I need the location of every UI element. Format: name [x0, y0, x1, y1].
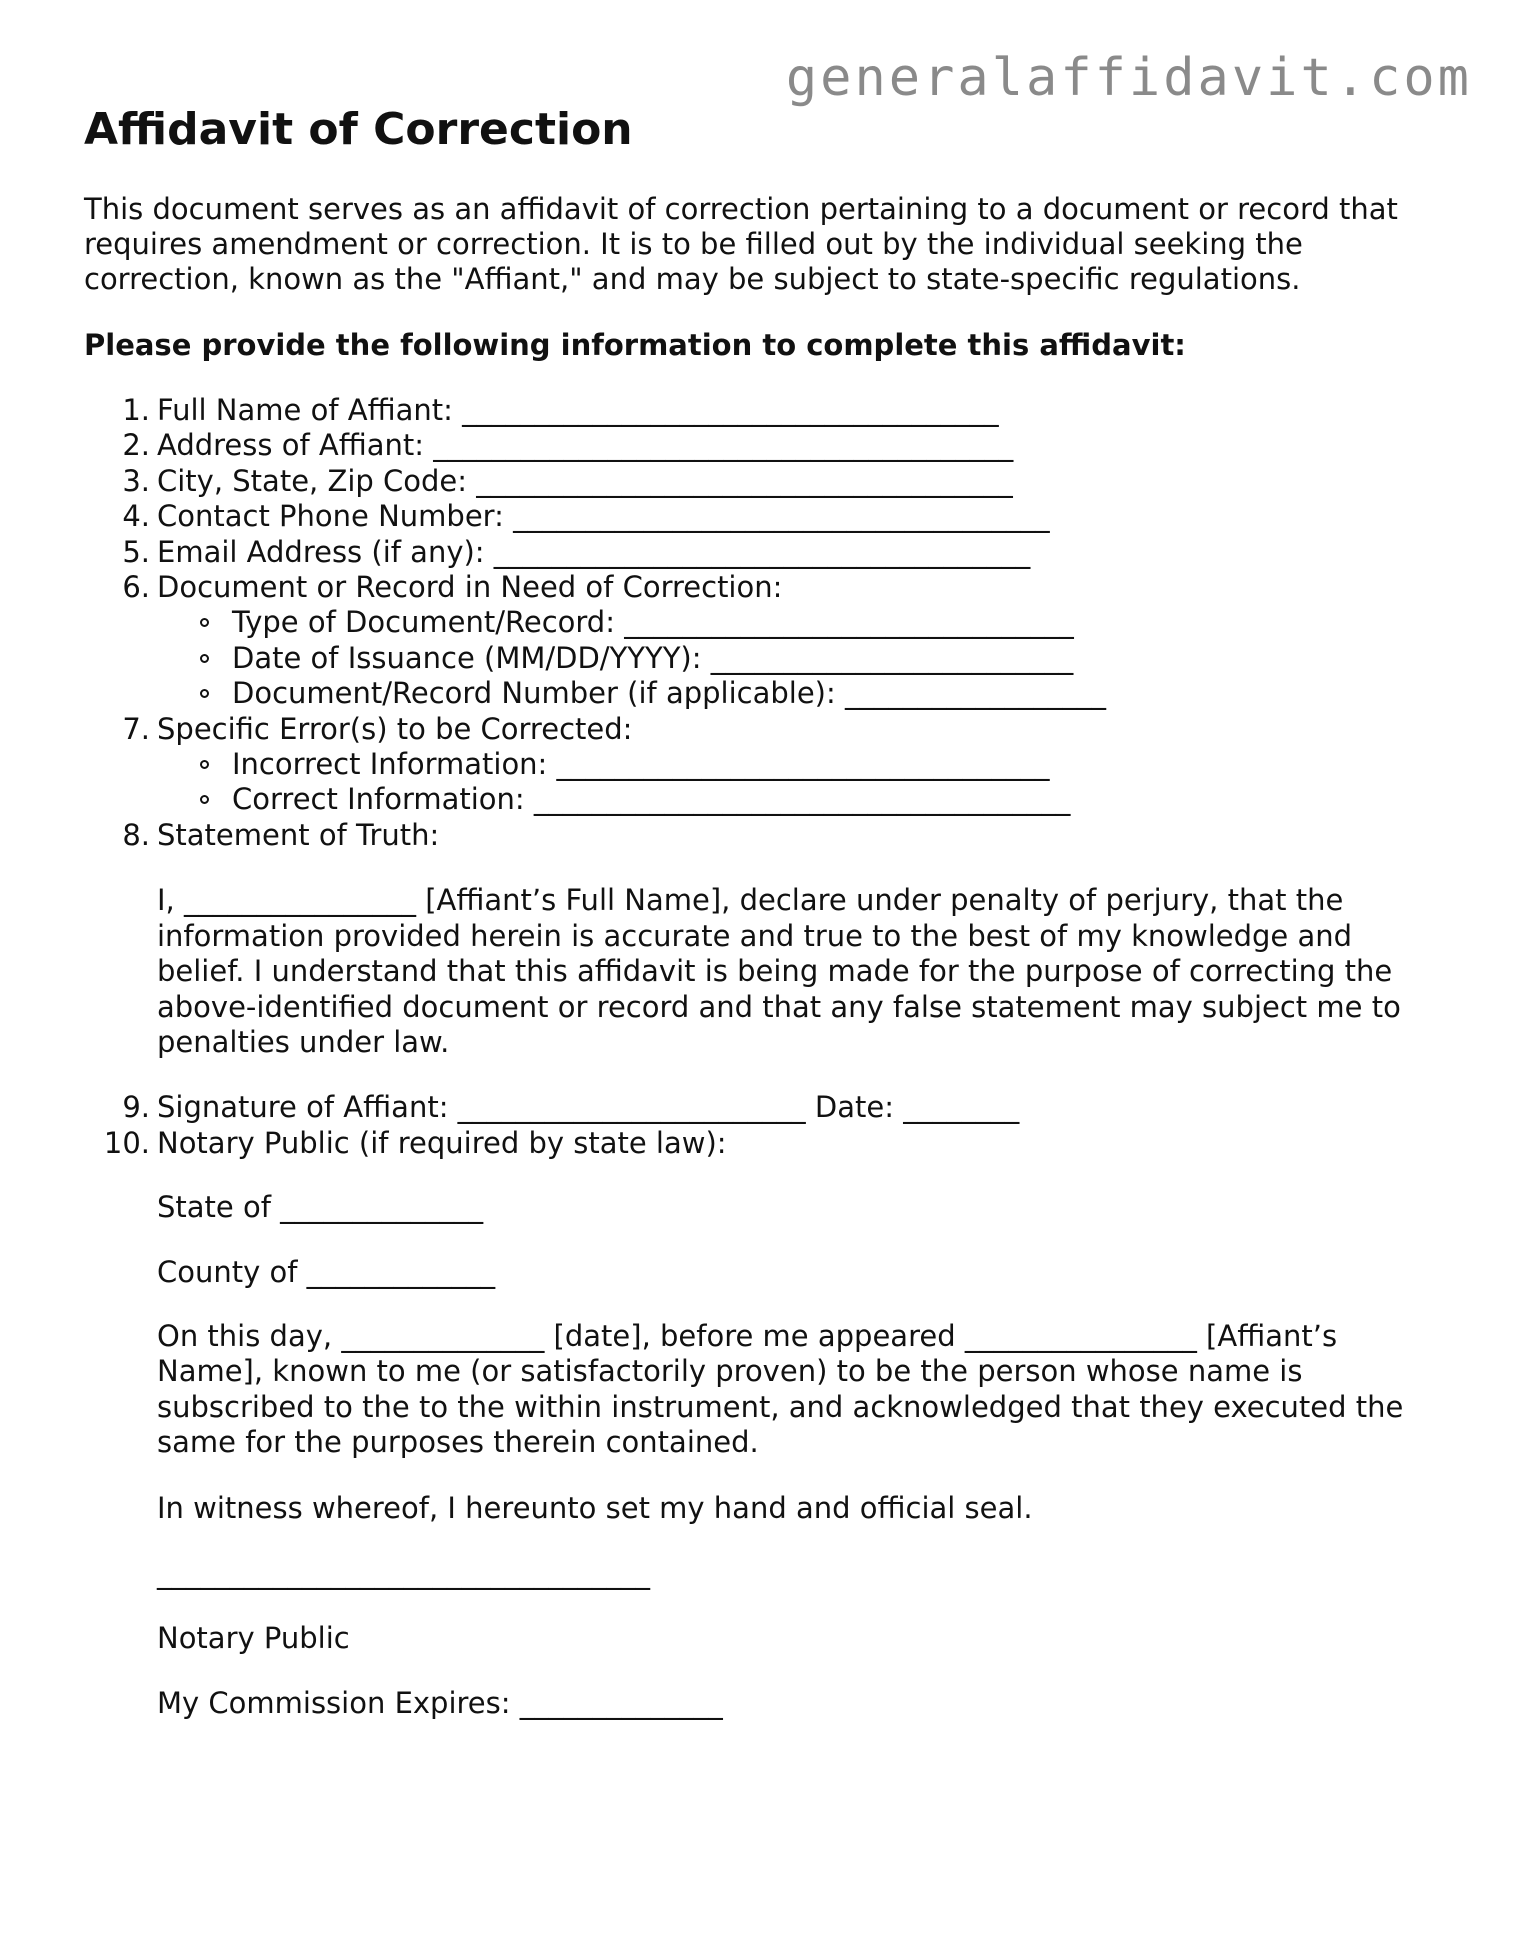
sub-item-incorrect-info: [84, 747, 1444, 782]
acknowledgment-paragraph: On this day, ______________ [date], before me appeared ________________ [Affiant’s Name], known to me (or satisfactorily proven) to be the person whose name is subscribed to the to the within instrument, and acknowledged that they executed the same for the purposes therein contained.: [157, 1318, 1404, 1460]
state-field[interactable]: State of ______________: [157, 1190, 484, 1225]
item-number: 9.: [122, 1090, 150, 1125]
commission-expires-field[interactable]: My Commission Expires: ______________: [157, 1685, 723, 1720]
correct-info-field[interactable]: Correct Information: _____________________________________: [232, 782, 1071, 817]
bullet-circle-icon: [200, 689, 209, 698]
item-number: 3.: [122, 463, 150, 498]
list-item-city-state-zip: [84, 464, 1444, 499]
item-number: 7.: [122, 711, 150, 746]
signature-date-field[interactable]: Signature of Affiant: ________________________ Date: ________: [157, 1090, 1020, 1125]
item-number: 2.: [122, 428, 150, 463]
address-field[interactable]: Address of Affiant: ________________________________________: [157, 428, 1014, 463]
city-state-zip-field[interactable]: City, State, Zip Code: _____________________________________: [157, 463, 1013, 498]
witness-statement: In witness whereof, I hereunto set my hand and official seal.: [157, 1490, 1033, 1525]
bullet-circle-icon: [200, 618, 209, 627]
sub-item-issuance-date: [84, 641, 1444, 676]
item-number: 5.: [122, 534, 150, 569]
list-item-signature: [84, 1090, 1444, 1125]
page-title: Affidavit of Correction: [84, 104, 633, 155]
issuance-date-field[interactable]: Date of Issuance (MM/DD/YYYY): _________________________: [232, 640, 1074, 675]
list-item-statement: [84, 818, 1444, 853]
full-name-field[interactable]: Full Name of Affiant: _____________________________________: [157, 393, 999, 427]
intro-paragraph: This document serves as an affidavit of correction pertaining to a document or record that requires amendment or correction. It is to be filled out by the individual seeking the correction, known as the "Affiant," and may be subject to state-specific regulations.: [84, 192, 1398, 296]
bullet-circle-icon: [200, 654, 209, 663]
notary-heading: Notary Public (if required by state law):: [157, 1125, 727, 1160]
item-number: 10.: [103, 1125, 150, 1160]
list-item-notary: [84, 1126, 1444, 1161]
affidavit-field-list: [84, 393, 1444, 1721]
incorrect-info-field[interactable]: Incorrect Information: __________________________________: [232, 747, 1050, 782]
phone-field[interactable]: Contact Phone Number: _____________________________________: [157, 499, 1050, 534]
statement-of-truth-paragraph: I, ________________ [Affiant’s Full Name], declare under penalty of perjury, that the information provided herein is accurate and true to the best of my knowledge and belief. I understand that this affidavit is being made for the purpose of correcting the above-identified document or record and that any false statement may subject me to penalties under law.: [157, 883, 1401, 1059]
bullet-circle-icon: [200, 760, 209, 769]
item-number: 1.: [122, 393, 150, 427]
item-number: 8.: [122, 817, 150, 852]
list-item-address: [84, 428, 1444, 463]
list-item-errors: [84, 712, 1444, 747]
notary-signature-line[interactable]: __________________________________: [157, 1555, 650, 1590]
list-item-phone: [84, 499, 1444, 534]
list-item-document: [84, 570, 1444, 605]
sub-item-correct-info: [84, 782, 1444, 817]
sub-item-document-number: [84, 676, 1444, 711]
email-field[interactable]: Email Address (if any): _____________________________________: [157, 534, 1031, 569]
bullet-circle-icon: [200, 795, 209, 804]
item-number: 4.: [122, 499, 150, 534]
sub-item-document-type: [84, 605, 1444, 640]
site-watermark: generalaffidavit.com: [785, 48, 1472, 108]
list-item-full-name: [84, 393, 1444, 428]
notary-public-label: Notary Public: [157, 1621, 350, 1656]
document-number-field[interactable]: Document/Record Number (if applicable): __________________: [232, 676, 1106, 711]
list-item-email: [84, 535, 1444, 570]
errors-heading: Specific Error(s) to be Corrected:: [157, 711, 633, 746]
item-number: 6.: [122, 570, 150, 605]
instruction-heading: Please provide the following information to complete this affidavit:: [84, 328, 1186, 362]
county-field[interactable]: County of _____________: [157, 1254, 496, 1289]
document-type-field[interactable]: Type of Document/Record: _______________________________: [232, 605, 1074, 640]
document-heading: Document or Record in Need of Correction:: [157, 570, 783, 605]
statement-heading: Statement of Truth:: [157, 817, 440, 852]
